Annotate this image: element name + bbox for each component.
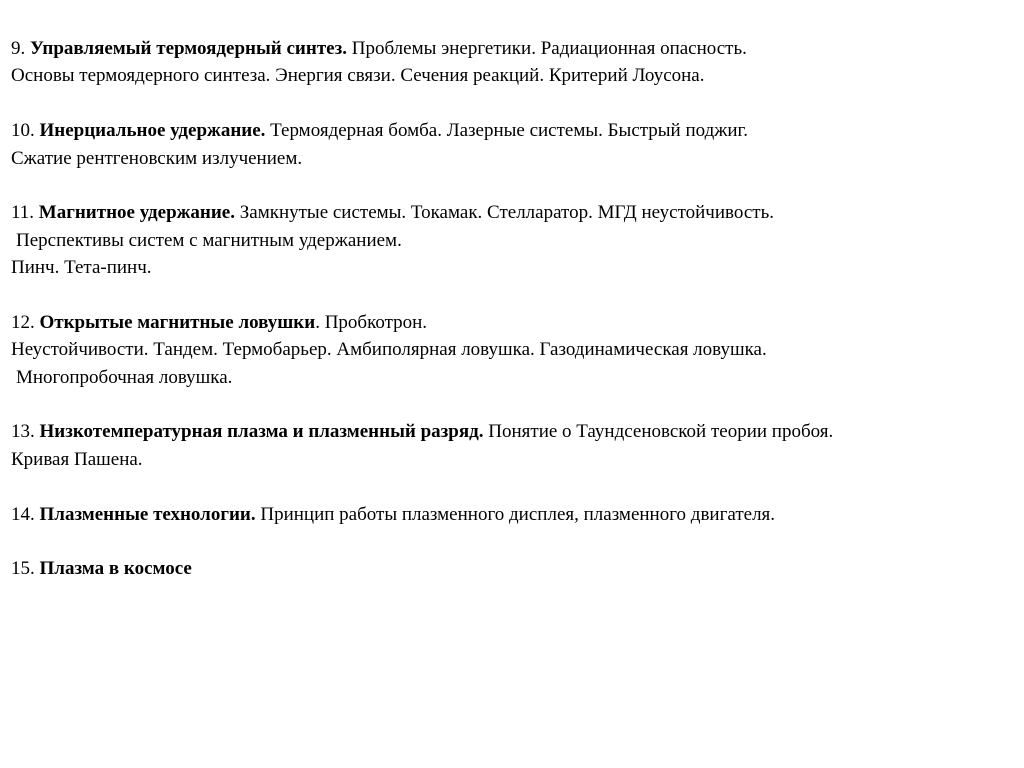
section-12-text-line: Неустойчивости. Тандем. Термобарьер. Амбиполярная ловушка. Газодинамическая ловушка. (11, 339, 767, 361)
section-13-heading-line (11, 418, 1016, 445)
section-15-heading-line (11, 555, 1016, 582)
section-14-heading-line (11, 501, 1016, 528)
section-12-heading-line (11, 309, 1016, 336)
section-10-heading-line (11, 117, 1016, 144)
section-number: 12. (11, 311, 40, 333)
section-text: Замкнутые системы. Токамак. Стелларатор. МГД неустойчивость. (235, 202, 774, 224)
section-text: Проблемы энергетики. Радиационная опасность. (346, 38, 747, 59)
section-text: Понятие о Таундсеновской теории пробоя. (483, 421, 834, 443)
section-text: Термоядерная бомба. Лазерные системы. Быстрый поджиг. (265, 120, 748, 142)
section-spacer (11, 473, 1016, 500)
section-11-text-line: Перспективы систем с магнитным удержанием. (16, 229, 402, 251)
section-title: Управляемый термоядерный синтез. (30, 38, 347, 59)
section-text: . Пробкотрон. (315, 311, 428, 333)
section-spacer (11, 172, 1016, 199)
section-11-text-line: Пинч. Тета-пинч. (11, 257, 152, 279)
section-number: 15. (11, 558, 40, 580)
section-title: Плазма в космосе (39, 558, 192, 580)
section-10-text-line: Сжатие рентгеновским излучением. (11, 147, 303, 169)
section-9-text-line: Основы термоядерного синтеза. Энергия связи. Сечения реакций. Критерий Лоусона. (11, 65, 705, 87)
section-number: 14. (11, 503, 40, 525)
section-number: 11. (11, 202, 39, 224)
section-number: 10. (11, 120, 40, 142)
section-title: Низкотемпературная плазма и плазменный разряд. (39, 421, 484, 443)
section-title: Открытые магнитные ловушки (39, 311, 316, 333)
section-9-heading-line (11, 35, 1016, 62)
section-number: 9. (11, 38, 30, 59)
section-spacer (11, 282, 1016, 309)
section-12-text-line: Многопробочная ловушка. (16, 366, 233, 388)
section-spacer (11, 90, 1016, 117)
section-title: Инерциальное удержание. (39, 120, 266, 142)
syllabus-document (11, 35, 1016, 583)
section-11-heading-line (11, 199, 1016, 226)
section-title: Магнитное удержание. (38, 202, 235, 224)
section-13-text-line: Кривая Пашена. (11, 448, 143, 470)
section-text: Принцип работы плазменного дисплея, плазменного двигателя. (255, 503, 776, 525)
section-spacer (11, 391, 1016, 418)
section-number: 13. (11, 421, 40, 443)
section-spacer (11, 528, 1016, 555)
section-title: Плазменные технологии. (39, 503, 256, 525)
